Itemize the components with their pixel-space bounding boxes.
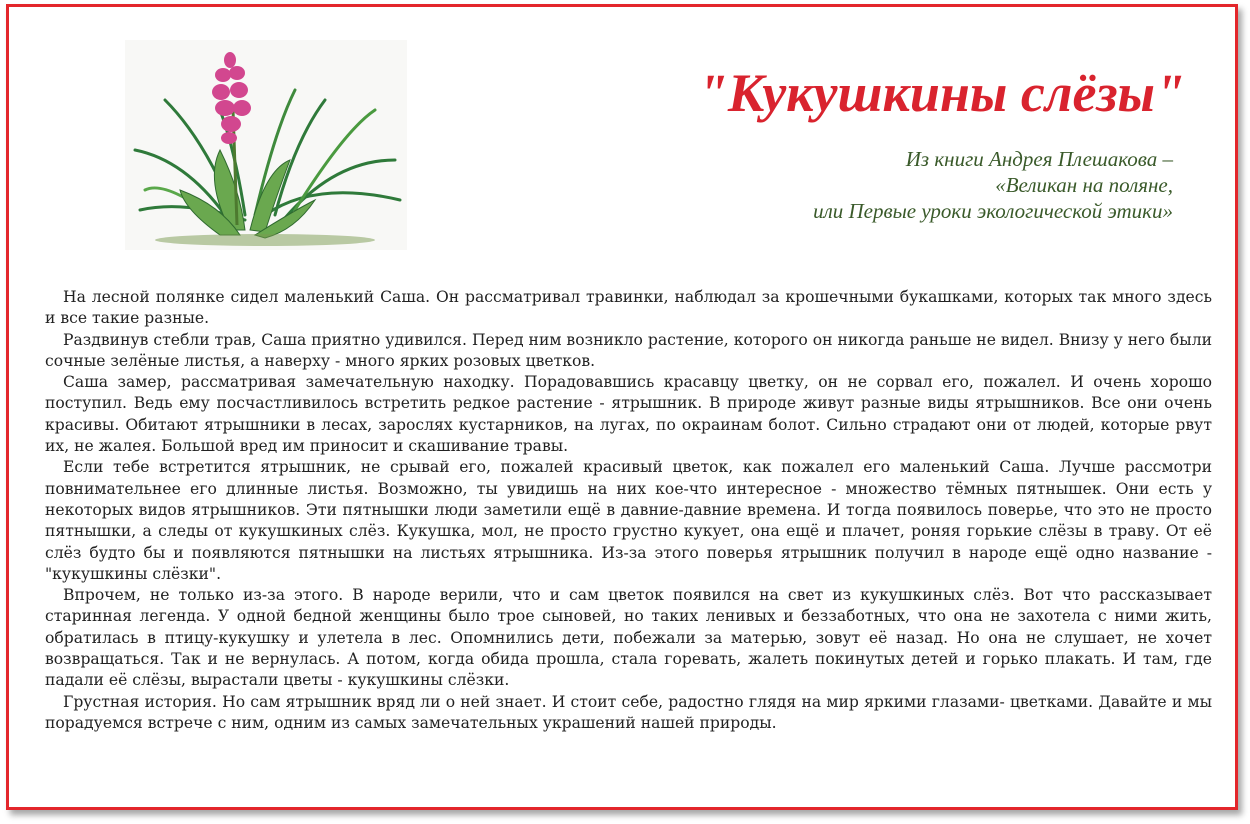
page-title: "Кукушкины слёзы" [697, 63, 1185, 123]
paragraph: Если тебе встретится ятрышник, не срывай его, пожалей красивый цветок, как пожалел его маленький Саша. Лучше рассмотри повнимательнее его длинные листья. Возможно, ты увидишь на них кое-что интересное - множество тёмных пятнышек. Они есть у некоторых видов ятрышников. Эти пятнышки люди заметили ещё в давние-давние времена. И тогда появилось поверье, что это не просто пятнышки, а следы от кукушкиных слёз. Кукушка, мол, не просто грустно кукует, она ещё и плачет, роняя горькие слёзы в траву. От её слёз будто бы и появляются пятнышки на листьях ятрышника. Из-за этого поверья ятрышник получил в народе ещё одно название - "кукушкины слёзки". [45, 458, 1212, 583]
subtitle-line: «Великан на поляне, [995, 173, 1173, 197]
orchid-illustration [125, 40, 407, 250]
paragraph: Грустная история. Но сам ятрышник вряд ли о ней знает. И стоит себе, радостно глядя на мир яркими глазами- цветками. Давайте и мы порадуемся встрече с ним, одним из самых замечательных украшений нашей природы. [45, 692, 1212, 732]
paragraph: Впрочем, не только из-за этого. В народе верили, что и сам цветок появился на свет из кукушкиных слёз. Вот что рассказывает старинная легенда. У одной бедной женщины было трое сыновей, но таких ленивых и беззаботных, что она не захотела с ними жить, обратилась в птицу-кукушку и улетела в лес. Опомнились дети, побежали за матерью, зовут её назад. Но она не слушает, не хочет возвращаться. Так и не вернулась. А потом, когда обида прошла, стала горевать, жалеть покинутых детей и горько плакать. И там, где падали её слёзы, вырастали цветы - кукушкины слёзки. [45, 586, 1212, 690]
paragraph: Саша замер, рассматривая замечательную находку. Порадовавшись красавцу цветку, он не сорвал его, пожалел. И очень хорошо поступил. Ведь ему посчастливилось встретить редкое растение - ятрышник. В природе живут разные виды ятрышников. Все они очень красивы. Обитают ятрышники в лесах, зарослях кустарников, на лугах, по окраинам болот. Сильно страдают они от людей, которые рвут их, не жалея. Большой вред им приносит и скашивание травы. [45, 373, 1212, 456]
paragraph: На лесной полянке сидел маленький Саша. Он рассматривал травинки, наблюдал за крошечными букашками, которых так много здесь и все такие разные. [45, 288, 1212, 328]
paragraph: Раздвинув стебли трав, Саша приятно удивился. Перед ним возникло растение, которого он никогда раньше не видел. Внизу у него были сочные зелёные листья, а наверху - много ярких розовых цветков. [45, 330, 1212, 370]
subtitle-line: Из книги Андрея Плешакова – [905, 147, 1173, 171]
story-text [45, 287, 1212, 734]
subtitle-line: или Первые уроки экологической этики» [813, 199, 1173, 223]
source-subtitle [600, 146, 1173, 224]
